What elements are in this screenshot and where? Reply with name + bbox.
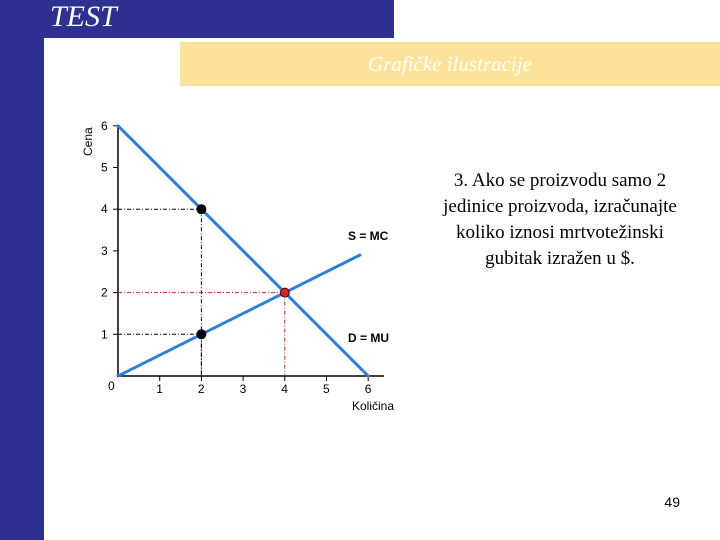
- y-tick-label: 4: [101, 202, 108, 217]
- y-tick-label: 6: [101, 118, 108, 133]
- x-tick-label: 5: [323, 382, 330, 396]
- x-tick-label: 2: [197, 382, 205, 396]
- demand-label: D = MU: [348, 331, 390, 345]
- supply-label: S = MC: [348, 229, 389, 243]
- x-axis-label: Količina: [352, 399, 395, 413]
- x-tick-label: 4: [281, 382, 288, 396]
- demand-line: [118, 126, 368, 376]
- y-tick-label: 2: [101, 285, 108, 300]
- x-tick-label: 1: [156, 382, 163, 396]
- origin-label: 0: [108, 379, 115, 393]
- slide-subtitle: Grafičke ilustracije: [368, 52, 532, 76]
- data-point: [197, 205, 206, 214]
- page-title: TEST: [50, 0, 117, 33]
- y-axis-label: Cena: [81, 127, 95, 156]
- question-text: 3. Ako se proizvodu samo 2 jedinice proizvoda, izračunajte koliko iznosi mrtvotežinski gubitak izražen u $.: [443, 170, 677, 269]
- equilibrium-point: [280, 288, 289, 297]
- y-tick-label: 5: [101, 160, 108, 175]
- x-tick-label: 6: [364, 382, 372, 396]
- page-number: 49: [664, 494, 680, 510]
- y-tick-label: 3: [101, 243, 108, 258]
- x-tick-label: 3: [239, 382, 247, 396]
- left-brand-bar: [0, 0, 44, 540]
- data-point: [197, 330, 206, 339]
- supply-demand-chart: [54, 116, 426, 416]
- supply-line: [118, 255, 360, 376]
- y-tick-label: 1: [101, 327, 108, 342]
